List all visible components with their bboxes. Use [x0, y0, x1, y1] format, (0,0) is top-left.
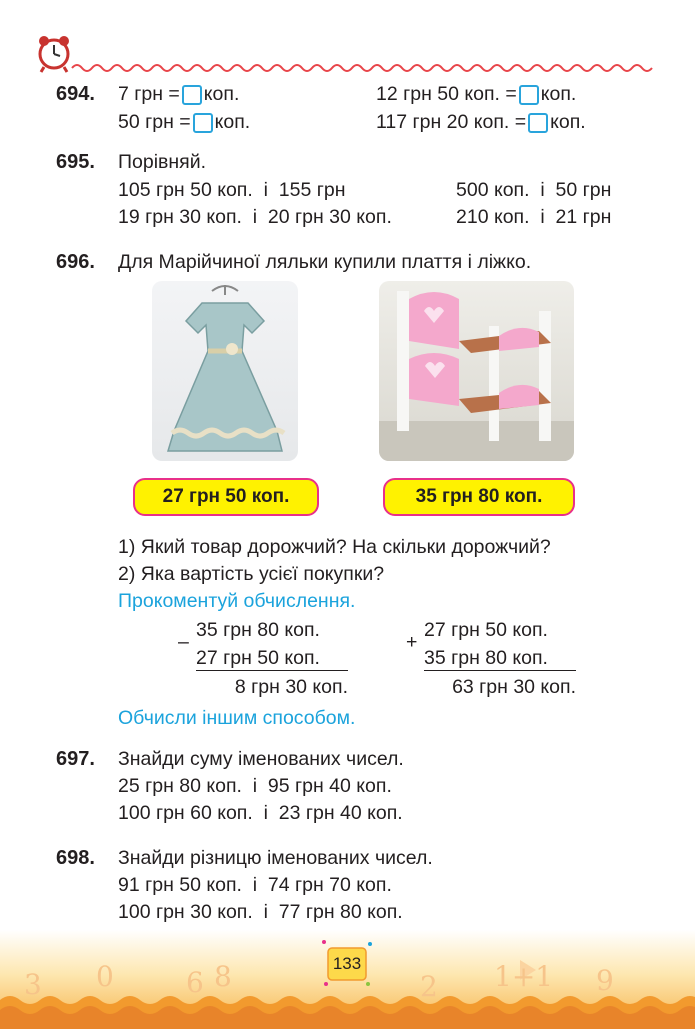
page-number-badge	[318, 934, 376, 992]
header-decoration	[30, 34, 670, 78]
answer-box[interactable]	[519, 85, 539, 105]
difference-task: 100 грн 30 коп. і 77 грн 80 коп.	[118, 901, 403, 923]
footer-digit: 8	[214, 960, 232, 993]
conversion-row	[376, 110, 586, 134]
alarm-clock-icon	[39, 36, 69, 72]
comparison-item: 105 грн 50 коп. і 155 грн	[118, 179, 346, 201]
exercise-title: Порівняй.	[118, 151, 207, 173]
subtraction-result: 8 грн 30 коп.	[234, 676, 348, 698]
footer-digit: 0	[96, 960, 114, 993]
expression-text: 117 грн 20 коп. =	[376, 111, 527, 133]
footer-band	[0, 930, 695, 1029]
minus-sign: –	[178, 631, 189, 653]
addition-term-1: 27 грн 50 коп.	[424, 619, 548, 641]
difference-task: 91 грн 50 коп. і 74 грн 70 коп.	[118, 874, 392, 896]
expression-text: 12 грн 50 коп. =	[376, 83, 517, 105]
question-1: 1) Який товар дорожчий? На скільки дорожчий?	[118, 536, 551, 558]
unit-text: коп.	[540, 83, 577, 105]
unit-text: коп.	[550, 111, 586, 133]
dress-photo	[152, 281, 298, 461]
exercise-title: Для Марійчиної ляльки купили плаття і ліжко.	[118, 251, 532, 273]
footer-digit: 3	[24, 968, 42, 1001]
exercise-number: 695.	[56, 151, 95, 173]
exercise-number: 698.	[56, 847, 95, 869]
footer-digit: 9	[596, 964, 614, 997]
comparison-item: 500 коп. і 50 грн	[456, 179, 612, 201]
question-2: 2) Яка вартість усієї покупки?	[118, 563, 385, 585]
header-wave-line	[72, 65, 652, 71]
conversion-row	[376, 82, 576, 106]
footer-digit: 6	[186, 966, 204, 999]
expression-text: 7 грн =	[118, 83, 180, 105]
plus-sign: +	[406, 631, 418, 653]
exercise-number: 696.	[56, 251, 95, 273]
instruction-other-way: Обчисли іншим способом.	[118, 707, 356, 729]
sum-task: 25 грн 80 коп. і 95 грн 40 коп.	[118, 775, 392, 797]
sum-task: 100 грн 60 коп. і 23 грн 40 коп.	[118, 802, 403, 824]
comparison-item: 210 коп. і 21 грн	[456, 206, 612, 228]
bed-photo	[379, 281, 574, 461]
footer-digit: 1+1	[494, 960, 554, 993]
addition-result: 63 грн 30 коп.	[452, 676, 576, 698]
exercise-number: 694.	[56, 83, 95, 105]
price-label-dress: 27 грн 50 коп.	[133, 478, 319, 516]
answer-box[interactable]	[182, 85, 202, 105]
instruction-comment: Прокоментуй обчислення.	[118, 590, 356, 612]
exercise-title: Знайди суму іменованих чисел.	[118, 748, 404, 770]
conversion-row	[118, 82, 239, 106]
conversion-row	[118, 110, 250, 134]
subtraction-subtrahend: 27 грн 50 коп.	[196, 646, 348, 671]
dress-illustration	[152, 281, 298, 461]
exercise-title: Знайди різницю іменованих чисел.	[118, 847, 433, 869]
exercise-number: 697.	[56, 748, 95, 770]
page-number: 133	[332, 954, 362, 973]
unit-text: коп.	[214, 111, 251, 133]
addition-term-2: 35 грн 80 коп.	[424, 646, 576, 671]
answer-box[interactable]	[528, 113, 548, 133]
subtraction-minuend: 35 грн 80 коп.	[196, 619, 320, 641]
expression-text: 50 грн =	[118, 111, 191, 133]
footer-digit: 2	[420, 970, 438, 1003]
comparison-item: 19 грн 30 коп. і 20 грн 30 коп.	[118, 206, 392, 228]
price-label-bed: 35 грн 80 коп.	[383, 478, 575, 516]
answer-box[interactable]	[193, 113, 213, 133]
unit-text: коп.	[203, 83, 240, 105]
bed-illustration	[379, 281, 574, 461]
